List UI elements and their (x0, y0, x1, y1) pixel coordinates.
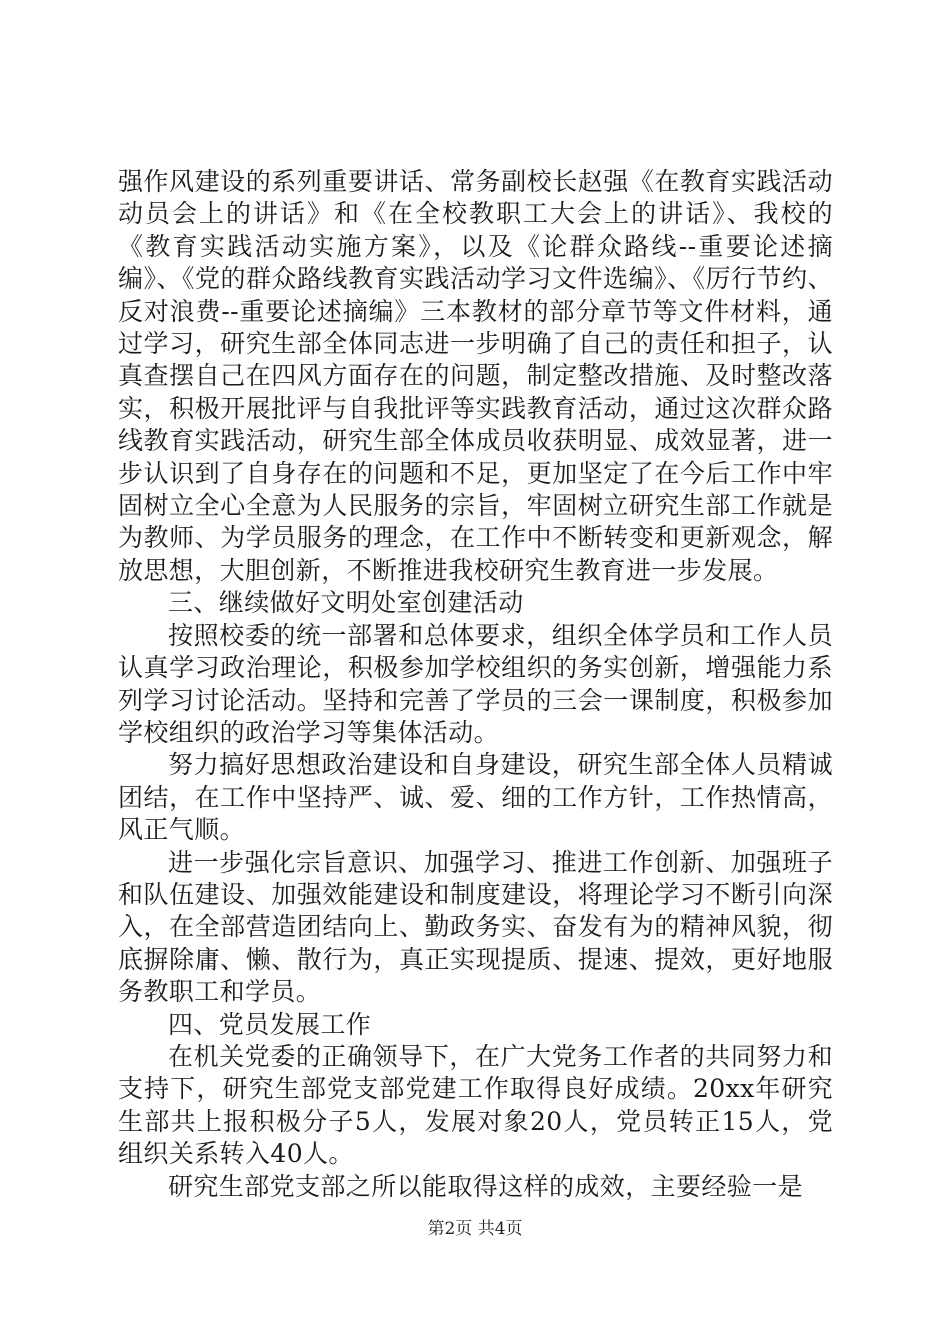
section-heading: 四、党员发展工作 (168, 1009, 372, 1039)
body-paragraph: 在机关党委的正确领导下，在广大党务工作者的共同努力和支持下，研究生部党支部党建工作取得良好成绩。20xx年研究生部共上报积极分子5人，发展对象20人，党员转正15人，党组织关系转入40人。 (118, 1041, 833, 1169)
body-paragraph: 研究生部党支部之所以能取得这样的成效，主要经验一是 (168, 1171, 804, 1201)
document-body (118, 166, 833, 1203)
section-heading: 三、继续做好文明处室创建活动 (168, 588, 524, 618)
body-paragraph: 按照校委的统一部署和总体要求，组织全体学员和工作人员认真学习政治理论，积极参加学校组织的务实创新，增强能力系列学习讨论活动。坚持和完善了学员的三会一课制度，积极参加学校组织的政治学习等集体活动。 (118, 620, 833, 747)
body-paragraph: 强作风建设的系列重要讲话、常务副校长赵强《在教育实践活动动员会上的讲话》和《在全校教职工大会上的讲话》、我校的《教育实践活动实施方案》，以及《论群众路线--重要论述摘编》、《党的群众路线教育实践活动学习文件选编》、《厉行节约、反对浪费--重要论述摘编》三本教材的部分章节等文件材料，通过学习，研究生部全体同志进一步明确了自己的责任和担子，认真查摆自己在四风方面存在的问题，制定整改措施、及时整改落实，积极开展批评与自我批评等实践教育活动，通过这次群众路线教育实践活动，研究生部全体成员收获明显、成效显著，进一步认识到了自身存在的问题和不足，更加坚定了在今后工作中牢固树立全心全意为人民服务的宗旨，牢固树立研究生部工作就是为教师、为学员服务的理念，在工作中不断转变和更新观念，解放思想，大胆创新，不断推进我校研究生教育进一步发展。 (118, 167, 833, 585)
body-paragraph: 进一步强化宗旨意识、加强学习、推进工作创新、加强班子和队伍建设、加强效能建设和制度建设，将理论学习不断引向深入，在全部营造团结向上、勤政务实、奋发有为的精神风貌，彻底摒除庸、懒、散行为，真正实现提质、提速、提效，更好地服务教职工和学员。 (118, 847, 833, 1007)
body-paragraph: 努力搞好思想政治建设和自身建设，研究生部全体人员精诚团结，在工作中坚持严、诚、爱、细的工作方针，工作热情高，风正气顺。 (118, 750, 833, 845)
page-number-footer: 第2页 共4页 (427, 1219, 523, 1239)
